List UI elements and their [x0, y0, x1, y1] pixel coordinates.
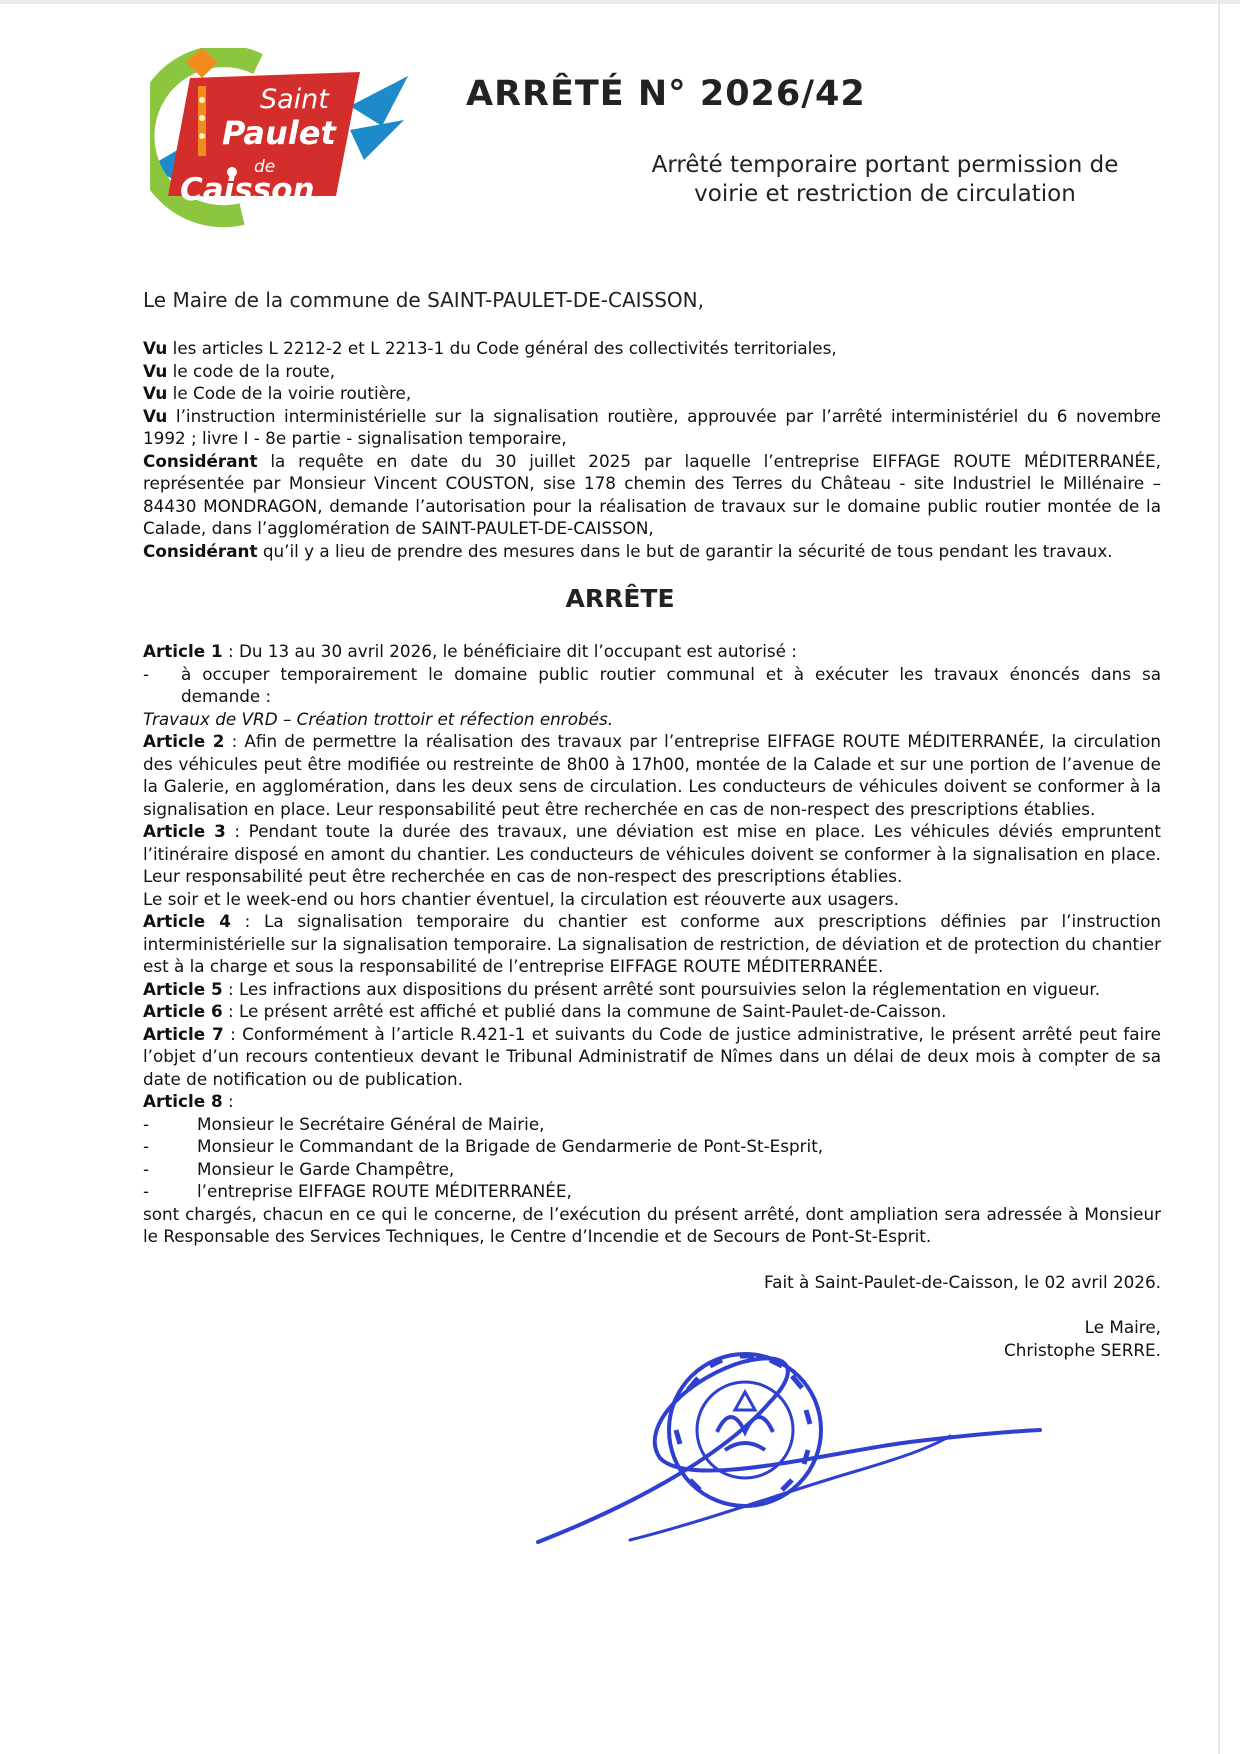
- article-heading: Article 2: [143, 731, 225, 751]
- place-and-date: Fait à Saint-Paulet-de-Caisson, le 02 avril 2026.: [764, 1272, 1161, 1292]
- list-dash: -: [143, 1181, 150, 1201]
- section-title: ARRÊTE: [565, 584, 675, 613]
- consideration-6: [143, 540, 1161, 563]
- list-dash: -: [143, 1158, 150, 1179]
- article-text: : Afin de permettre la réalisation des travaux par l’entreprise EIFFAGE ROUTE MÉDITERRANÉE, la circulation des véhicules peut être modifiée ou restreinte de 8h00 à 17h00, montée de la Calade et sur une portion de l’avenue de la Galerie, en agglomération, dans les deux sens de circulation. Les conducteurs de véhicules doivent se conformer à la signalisation en place. Leur responsabilité peut être recherchée en cas de non-respect des prescriptions établies.: [143, 731, 1161, 819]
- article-heading: Article 8: [143, 1091, 223, 1111]
- consideration-keyword: Vu: [143, 360, 168, 381]
- recipient-text: l’entreprise EIFFAGE ROUTE MÉDITERRANÉE,: [197, 1181, 572, 1201]
- logo-text-de: de: [254, 157, 276, 177]
- recipient-text: Monsieur le Commandant de la Brigade de Gendarmerie de Pont-St-Esprit,: [197, 1136, 824, 1156]
- evening-note: Le soir et le week-end ou hors chantier éventuel, la circulation est réouverte aux usagers.: [143, 888, 899, 909]
- signature-stroke: [630, 1436, 950, 1540]
- considerations-block: [143, 337, 1161, 562]
- article-1: [143, 640, 1161, 663]
- consideration-text: le Code de la voirie routière,: [167, 383, 412, 403]
- article-heading: Article 5: [143, 978, 223, 999]
- article-text: : Du 13 au 30 avril 2026, le bénéficiaire dit l’occupant est autorisé :: [222, 641, 797, 661]
- consideration-3: [143, 382, 1161, 405]
- document-title: ARRÊTÉ N° 2026/42: [466, 74, 866, 114]
- consideration-keyword: Vu: [143, 383, 168, 403]
- town-seal: [669, 1354, 821, 1506]
- consideration-5: [143, 450, 1161, 540]
- recipient-text: Monsieur le Garde Champêtre,: [197, 1158, 455, 1179]
- list-dash: -: [143, 1136, 150, 1156]
- logo-text-caisson: Caisson: [180, 172, 315, 208]
- recipient-item: [143, 1158, 1161, 1181]
- scan-top-border: [0, 0, 1240, 4]
- logo-text-saint: Saint: [260, 84, 329, 115]
- article-heading: Article 6: [143, 1001, 223, 1021]
- article-text: : La signalisation temporaire du chantier est conforme aux prescriptions définies par l’instruction interministérielle sur la signalisation temporaire. La signalisation de restriction, de déviation et de protection du chantier est à la charge et sous la responsabilité de l’entreprise EIFFAGE ROUTE MÉDITERRANÉE.: [143, 911, 1162, 976]
- recipient-text: Monsieur le Secrétaire Général de Mairie,: [197, 1113, 545, 1134]
- works-description: [143, 708, 1161, 731]
- article-6: [143, 1000, 1161, 1023]
- consideration-text: l’instruction interministérielle sur la signalisation routière, approuvée par l’arrêté interministériel du 6 novembre 1992 ; livre I - 8e partie - signalisation temporaire,: [143, 405, 1161, 448]
- article-heading: Article 1: [143, 641, 223, 661]
- consideration-keyword: Vu: [143, 338, 168, 358]
- consideration-text: le code de la route,: [167, 360, 336, 381]
- works-text: Travaux de VRD – Création trottoir et réfection enrobés.: [143, 708, 614, 729]
- consideration-keyword: Considérant: [143, 540, 258, 561]
- subtitle-line-2: voirie et restriction de circulation: [694, 181, 1076, 207]
- article-text: :: [222, 1091, 234, 1111]
- article-3: [143, 820, 1161, 888]
- subtitle-line-1: Arrêté temporaire portant permission de: [651, 152, 1119, 178]
- article-2: [143, 730, 1161, 820]
- consideration-text: les articles L 2212-2 et L 2213-1 du Code général des collectivités territoriales,: [167, 338, 837, 358]
- article-heading: Article 7: [143, 1023, 224, 1044]
- consideration-1: [143, 337, 1161, 360]
- scan-right-edge: [1218, 0, 1220, 1754]
- bullet-text: à occuper temporairement le domaine public routier communal et à exécuter les travaux énoncés dans sa demande :: [181, 663, 1161, 706]
- consideration-4: [143, 405, 1161, 450]
- bullet-dash: -: [143, 663, 150, 684]
- signatory-role: Le Maire,: [1084, 1317, 1161, 1337]
- signatory-name: Christophe SERRE.: [1004, 1339, 1161, 1360]
- article-5: [143, 978, 1161, 1001]
- article-8-closing: sont chargés, chacun en ce qui le concerne, de l’exécution du présent arrêté, dont ampliation sera adressée à Monsieur le Responsable des Services Techniques, le Centre d’Incendie et de Secours de Pont-St-Esprit.: [143, 1203, 1161, 1246]
- article-text: : Conformément à l’article R.421-1 et suivants du Code de justice administrative, le présent arrêté peut faire l’objet d’un recours contentieux devant le Tribunal Administratif de Nîmes dans un délai de deux mois à compter de sa date de notification ou de publication.: [143, 1023, 1162, 1089]
- recipient-item: [143, 1135, 1161, 1158]
- article-heading: Article 4: [143, 911, 231, 931]
- consideration-text: la requête en date du 30 juillet 2025 par laquelle l’entreprise EIFFAGE ROUTE MÉDITERRANÉE, représentée par Monsieur Vincent COUSTON, sise 178 chemin des Terres du Château - site Industriel le Millénaire – 84430 MONDRAGON, demande l’autorisation pour la réalisation de travaux sur le domaine public routier montée de la Calade, dans l’agglomération de SAINT-PAULET-DE-CAISSON,: [143, 450, 1161, 538]
- logo-text-paulet: Paulet: [222, 114, 336, 152]
- article-4: [143, 910, 1161, 978]
- article-8: [143, 1090, 1161, 1113]
- document-subtitle: [630, 151, 1140, 209]
- official-stamp-and-signature: [530, 1340, 1050, 1560]
- consideration-keyword: Vu: [143, 405, 168, 426]
- commune-logo: [150, 48, 410, 228]
- article-7: [143, 1023, 1161, 1091]
- consideration-2: [143, 360, 1161, 383]
- mayor-line: Le Maire de la commune de SAINT-PAULET-DE-CAISSON,: [143, 288, 704, 312]
- consideration-keyword: Considérant: [143, 450, 258, 471]
- article-heading: Article 3: [143, 821, 226, 841]
- article-text: : Les infractions aux dispositions du présent arrêté sont poursuivies selon la réglementation en vigueur.: [222, 978, 1101, 999]
- recipient-item: [143, 1180, 1161, 1203]
- consideration-text: qu’il y a lieu de prendre des mesures dans le but de garantir la sécurité de tous pendant les travaux.: [257, 540, 1113, 561]
- recipient-item: [143, 1113, 1161, 1136]
- article-text: : Pendant toute la durée des travaux, une déviation est mise en place. Les véhicules déviés empruntent l’itinéraire disposé en amont du chantier. Les conducteurs de véhicules doivent se conformer à la signalisation en place. Leur responsabilité peut être recherchée en cas de non-respect des prescriptions établies.: [143, 821, 1161, 886]
- list-dash: -: [143, 1113, 150, 1134]
- articles-block: [143, 640, 1161, 1248]
- article-text: : Le présent arrêté est affiché et publié dans la commune de Saint-Paulet-de-Caisson.: [222, 1001, 947, 1021]
- article-1-bullet: [143, 663, 1161, 708]
